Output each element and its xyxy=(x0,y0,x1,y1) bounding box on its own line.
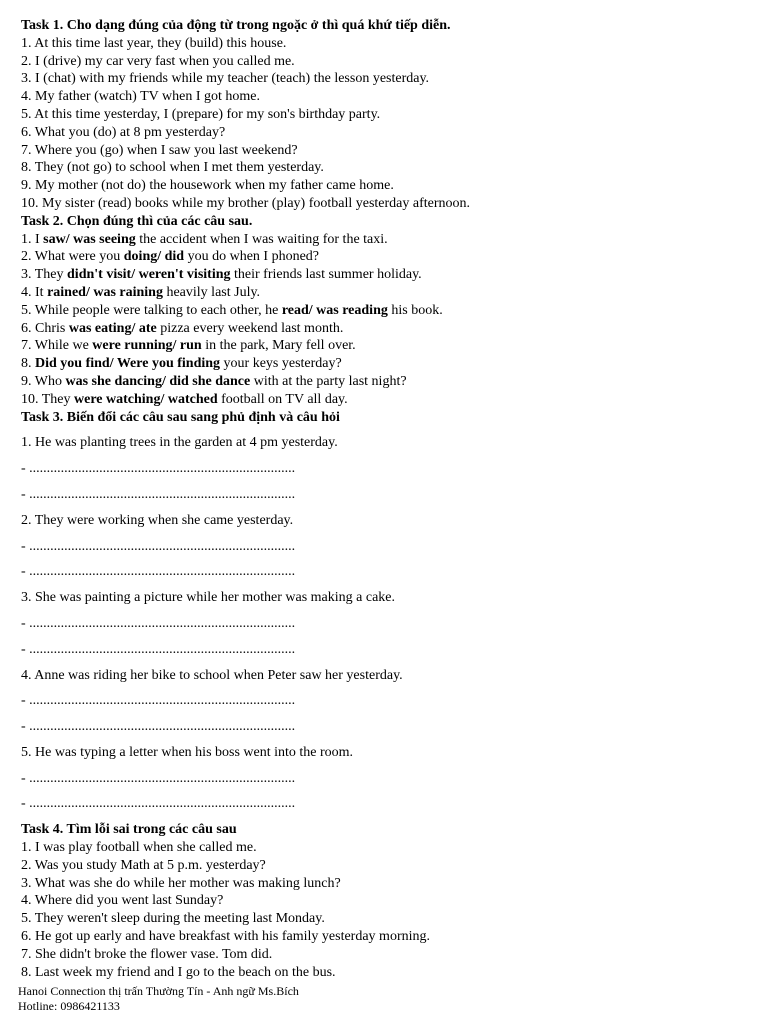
task4-item: 1. I was play football when she called me. xyxy=(21,840,257,856)
task4-heading: Task 4. Tìm lỗi sai trong các câu sau xyxy=(21,822,237,838)
footer-school: Hanoi Connection thị trấn Thường Tín - Anh ngữ Ms.Bích xyxy=(18,984,299,998)
answer-blank: - ............................................................................ xyxy=(21,538,296,554)
task2-item: 8. Did you find/ Were you finding your keys yesterday? xyxy=(21,356,342,372)
task1-heading: Task 1. Cho dạng đúng của động từ trong ngoặc ở thì quá khứ tiếp diễn. xyxy=(21,18,451,33)
task3-sentence: 5. He was typing a letter when his boss went into the room. xyxy=(21,744,354,760)
task2-options: doing/ did xyxy=(123,249,185,265)
task2-options: didn't visit/ weren't visiting xyxy=(67,267,231,283)
task3-sentence: 4. Anne was riding her bike to school when Peter saw her yesterday. xyxy=(21,667,403,683)
task2-item: 7. While we were running/ run in the park, Mary fell over. xyxy=(21,338,356,354)
task1-item: 3. I (chat) with my friends while my teacher (teach) the lesson yesterday. xyxy=(21,71,430,87)
task4-item: 8. Last week my friend and I go to the beach on the bus. xyxy=(21,964,336,980)
answer-blank: - ............................................................................ xyxy=(21,693,296,709)
task3-list xyxy=(21,434,761,813)
task3-sentence: 1. He was planting trees in the garden at 4 pm yesterday. xyxy=(21,435,338,451)
task2-options: was eating/ ate xyxy=(68,320,157,336)
answer-blank: - ............................................................................ xyxy=(21,564,296,580)
answer-blank: - ............................................................................ xyxy=(21,719,296,735)
task4-item: 4. Where did you went last Sunday? xyxy=(21,893,224,909)
task4-item: 5. They weren't sleep during the meeting last Monday. xyxy=(21,911,325,927)
task2-options: saw/ was seeing xyxy=(43,231,136,247)
answer-blank: - ............................................................................ xyxy=(21,461,296,477)
task3-sentence: 2. They were working when she came yesterday. xyxy=(21,512,294,528)
task1-item: 8. They (not go) to school when I met them yesterday. xyxy=(21,160,324,176)
task4-list xyxy=(21,839,761,981)
task2-item: 4. It rained/ was raining heavily last July. xyxy=(21,284,261,300)
footer-hotline: Hotline: 0986421133 xyxy=(18,998,120,1013)
task2-options: were watching/ watched xyxy=(74,391,218,407)
task2-list xyxy=(21,231,761,409)
answer-blank: - ............................................................................ xyxy=(21,796,296,812)
task2-item: 6. Chris was eating/ ate pizza every weekend last month. xyxy=(21,320,344,336)
task1-item: 1. At this time last year, they (build) this house. xyxy=(21,35,287,51)
answer-blank: - ............................................................................ xyxy=(21,770,296,786)
answer-blank: - ............................................................................ xyxy=(21,615,296,631)
task2-item: 9. Who was she dancing/ did she dance with at the party last night? xyxy=(21,373,407,389)
task1-item: 7. Where you (go) when I saw you last weekend? xyxy=(21,142,298,158)
task2-options: was she dancing/ did she dance xyxy=(65,373,251,389)
task2-heading: Task 2. Chọn đúng thì của các câu sau. xyxy=(21,213,253,229)
task1-item: 6. What you (do) at 8 pm yesterday? xyxy=(21,124,226,140)
task4-item: 7. She didn't broke the flower vase. Tom did. xyxy=(21,946,273,962)
task1-item: 2. I (drive) my car very fast when you called me. xyxy=(21,53,295,69)
answer-blank: - ............................................................................ xyxy=(21,641,296,657)
task1-list xyxy=(21,35,761,213)
task4-item: 3. What was she do while her mother was making lunch? xyxy=(21,875,341,891)
worksheet xyxy=(21,17,761,981)
task4-item: 6. He got up early and have breakfast with his family yesterday morning. xyxy=(21,929,430,945)
task2-options: were running/ run xyxy=(92,338,202,354)
task4-item: 2. Was you study Math at 5 p.m. yesterday? xyxy=(21,857,266,873)
task2-options: Did you find/ Were you finding xyxy=(35,356,221,372)
task1-item: 9. My mother (not do) the housework when my father came home. xyxy=(21,178,394,194)
task2-item: 1. I saw/ was seeing the accident when I was waiting for the taxi. xyxy=(21,231,388,247)
task3-sentence: 3. She was painting a picture while her mother was making a cake. xyxy=(21,590,395,606)
task1-item: 5. At this time yesterday, I (prepare) for my son's birthday party. xyxy=(21,106,381,122)
answer-blank: - ............................................................................ xyxy=(21,486,296,502)
task2-item: 3. They didn't visit/ weren't visiting their friends last summer holiday. xyxy=(21,267,422,283)
task2-options: read/ was reading xyxy=(281,302,388,318)
page-footer xyxy=(18,984,299,1013)
task2-item: 10. They were watching/ watched football on TV all day. xyxy=(21,391,348,407)
task2-item: 5. While people were talking to each other, he read/ was reading his book. xyxy=(21,302,443,318)
task1-item: 4. My father (watch) TV when I got home. xyxy=(21,89,260,105)
task1-item: 10. My sister (read) books while my brother (play) football yesterday afternoon. xyxy=(21,195,471,211)
task2-options: rained/ was raining xyxy=(47,284,163,300)
task3-heading: Task 3. Biến đổi các câu sau sang phủ định và câu hỏi xyxy=(21,409,340,425)
task2-item: 2. What were you doing/ did you do when I phoned? xyxy=(21,249,320,265)
